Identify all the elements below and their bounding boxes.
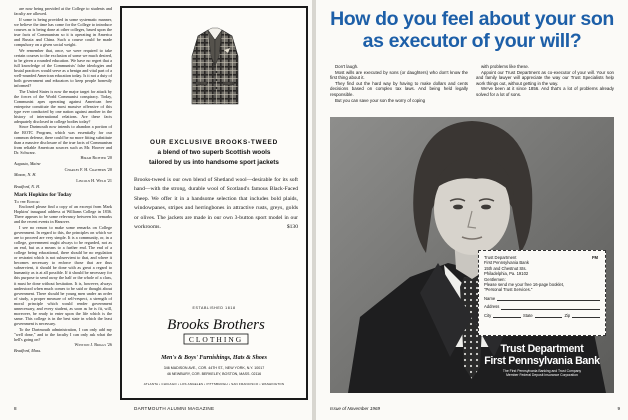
letter-p: If some is being provided in some systematic manner, we believe the time has come for the College to introduce courses as is being done at other colleges, based upon the true facts of Communism so it is operating in America and Russia and China. Such a course could be made compulsory on a given social weight. (14, 16, 112, 47)
magazine-name: DARTMOUTH ALUMNI MAGAZINE (134, 406, 215, 411)
letter-place: Bradford, Mass. (14, 347, 42, 353)
letters-column (14, 6, 112, 400)
letter-p: The United States is now the major target for attack by the forces of the World Communist conspiracy. Today, Communist apes operating against American free enterprise constitute the most massive offensive of this type ever conducted by one nation against another in the history of international relations. Are these facts adequately disclosed in college bodies today? (14, 88, 112, 124)
coupon-city-label: City (484, 312, 492, 318)
ad-copy-right-column (476, 64, 614, 98)
ad-price: $130 (286, 224, 298, 231)
coupon-name-field[interactable] (497, 297, 600, 301)
ad-address-boston: 46 NEWBURY, COR. BERKELEY, BOSTON, MASS. 02116 (166, 372, 262, 376)
left-folio (14, 406, 304, 416)
right-folio (330, 406, 620, 416)
sport-jacket-illustration (188, 26, 242, 106)
letter-h: Mark Hopkins for Today (14, 191, 72, 198)
coupon-state-field[interactable] (535, 314, 563, 318)
coupon-zip-label: Zip (564, 312, 571, 318)
page-number-left: 8 (14, 406, 17, 411)
letter-sig: Lincoln H. Weld '21 (76, 177, 112, 183)
ad-tagline: Men's & Boys' Furnishings, Hats & Shoes (161, 355, 267, 361)
ad-copy-paragraph: Don't laugh. (335, 64, 359, 69)
page-number-right: 9 (617, 406, 620, 411)
coupon-address-field[interactable] (501, 306, 600, 310)
bank-fdic-note: Member Federal Deposit Insurance Corporation (506, 373, 578, 378)
letter-sig: Charles F. H. Crathern '20 (64, 166, 112, 172)
coupon-name-line (484, 296, 600, 301)
letter-place: Mason, N. H. (14, 172, 37, 178)
coupon-code: FM (591, 255, 598, 260)
letter-sig: Hiram Richter '20 (80, 155, 112, 161)
letter-p: are now being provided at the College to students and faculty are allowed. (14, 6, 112, 17)
trust-ad-headline: How do you feel about your son as executor of your will? (330, 8, 614, 52)
ad-body-copy: Brooks-tweed is our own blend of Shetland wool—desirable for its soft hand—with the strong, durable wool of Scotland's famous Black-Faced Sheep. We offer it in a handsome selection that includes bold plaids, windowpanes, stripes and herringbones in attractive rusts, greys, golds or olives. The jackets are made in our own 3-button sport model in our workrooms. (134, 177, 298, 231)
ad-copy-paragraph: But you can save your son the worry of coping (335, 97, 426, 103)
logo-wordmark: Brooks Brothers (167, 317, 265, 333)
ad-body-text (134, 176, 298, 232)
bank-legal-name: The First Pennsylvania Banking and Trust Company (502, 369, 582, 373)
bank-department: Trust Department (500, 343, 584, 355)
letter-p: To the Dartmouth administration, I can only add my "well done," and to the faculty I can only ask what the hell's going on? (14, 326, 112, 342)
bank-signature (478, 343, 606, 378)
coupon-address-2: First Pennsylvania Bank (484, 260, 529, 266)
coupon-city-line (484, 313, 600, 318)
coupon-name-label: Name (484, 295, 496, 301)
ad-headline: OUR EXCLUSIVE BROOKS-TWEED (149, 139, 279, 146)
bank-name: First Pennsylvania Bank (484, 355, 600, 367)
coupon-address-3: 15th and Chestnut Sts. (484, 265, 527, 271)
ad-address-new-york: 346 MADISON AVE., COR. 44TH ST., NEW YORK, N.Y. 10017 (163, 366, 265, 370)
ad-copy-paragraph: Most wills are executed by sons (or daughters) who don't know the first thing about it. (330, 69, 468, 81)
ad-subheadline-2: tailored by us into handsome sport jackets (149, 159, 279, 166)
letter-p: I see no reason to make some remarks on College government. In regard to this, the principles on which we are to proceed are very simple. It is a community, or, in a college, government ought always to be regarded, not as an end, but as a means to a further end. The end of a college being educational, there should be no regulation or restraint which is not subservient to that, and where it becomes necessary to enforce those that are thus subservient, it should be done with as great a regard to humanity as is at all possible. If it should be necessary for this purpose to send away the half or the whole of a class, it must be done without hesitation. It is, however, always understood when much comes to be said or thought about government. There should be young men under an order of study, a proper measure of self-respect, a strength of moral principle which would render government unnecessary, and every student, as soon as he is fit, will, moreover, be ready to enter upon the life which is the same. This college is in the best state in which the least government is necessary. (14, 225, 112, 326)
ad-subheadline: a blend of two superb Scottish wools (157, 149, 271, 156)
ad-branch-cities: ATLANTA • CHICAGO • LOS ANGELES • PITTSBURGH • SAN FRANCISCO • WASHINGTON (143, 382, 285, 386)
mail-in-coupon (478, 250, 606, 336)
left-page (0, 0, 312, 420)
letter-place: Bradford, N. H. (14, 183, 41, 189)
coupon-request-2: "Personal Trust Services." (484, 287, 533, 293)
coupon-salutation: Gentlemen: (484, 276, 506, 282)
ad-copy-paragraph: We've been at it since 1856. And that's a lot of problems already solved for a lot of sons. (476, 86, 614, 97)
ad-copy-paragraph: with problems like these. (481, 64, 530, 69)
coupon-state-label: State (522, 312, 533, 318)
right-page (316, 0, 628, 420)
coupon-address-1: Trust Department (484, 255, 517, 260)
letter-sig: Winston J. Briggs '26 (74, 342, 112, 348)
established-line: ESTABLISHED 1818 (192, 306, 236, 310)
coupon-request-1: Please send me your free 16-page booklet, (484, 282, 565, 288)
coupon-address-4: Philadelphia, Pa. 19102 (484, 271, 529, 277)
issue-date: Issue of November 1969 (330, 406, 381, 411)
letter-p: Enclosed please find a copy of an excerpt from Mark Hopkins' inaugural address at Williams College in 1836. There appears to be some relevancy between his remarks and the recent events in Hanover. (14, 204, 112, 225)
brooks-brothers-ad (120, 6, 308, 400)
ad-copy-paragraph: They find out the hard way by having to make dollars and cents decisions based on complex tax laws. And being held legally responsible. (330, 80, 468, 97)
coupon-zip-field[interactable] (572, 314, 600, 318)
letter-p: We remember that, once, we were required to take certain courses to the exclusion of some we much desired, to be given a rounded education. We have no regret that a full knowledge of the Communists' false ideologies and brutal practices would serve as a benign and vital part of a well-rounded American education today. Is it not a duty of both government and educators to keep people honestly informed? (14, 47, 112, 88)
ad-copy-paragraph: Appoint our Trust Department as co-executor of your will. Your son and family lawyer will appreciate the way our Trust Specialists help work things out, without getting in the way. (476, 69, 614, 86)
letter-salute: To the Editor: (14, 198, 40, 204)
letter-place: Augusta, Maine (14, 160, 41, 166)
logo-clothing: CLOTHING (188, 335, 244, 344)
coupon-address-label: Address (484, 304, 500, 310)
letter-p: Since Dartmouth now intends to abandon a portion of the ROTC Program, which was essentially for our common defense, there could be no more fitting substitute than a massive disclosure of the true facts of Communism from reliable American sources such as Mr. Hoover and Dr. Schwarz. (14, 124, 112, 155)
ad-copy-left-column (330, 64, 468, 103)
brooks-brothers-logo (162, 313, 270, 351)
coupon-city-field[interactable] (493, 314, 521, 318)
coupon-address-line (484, 304, 600, 309)
